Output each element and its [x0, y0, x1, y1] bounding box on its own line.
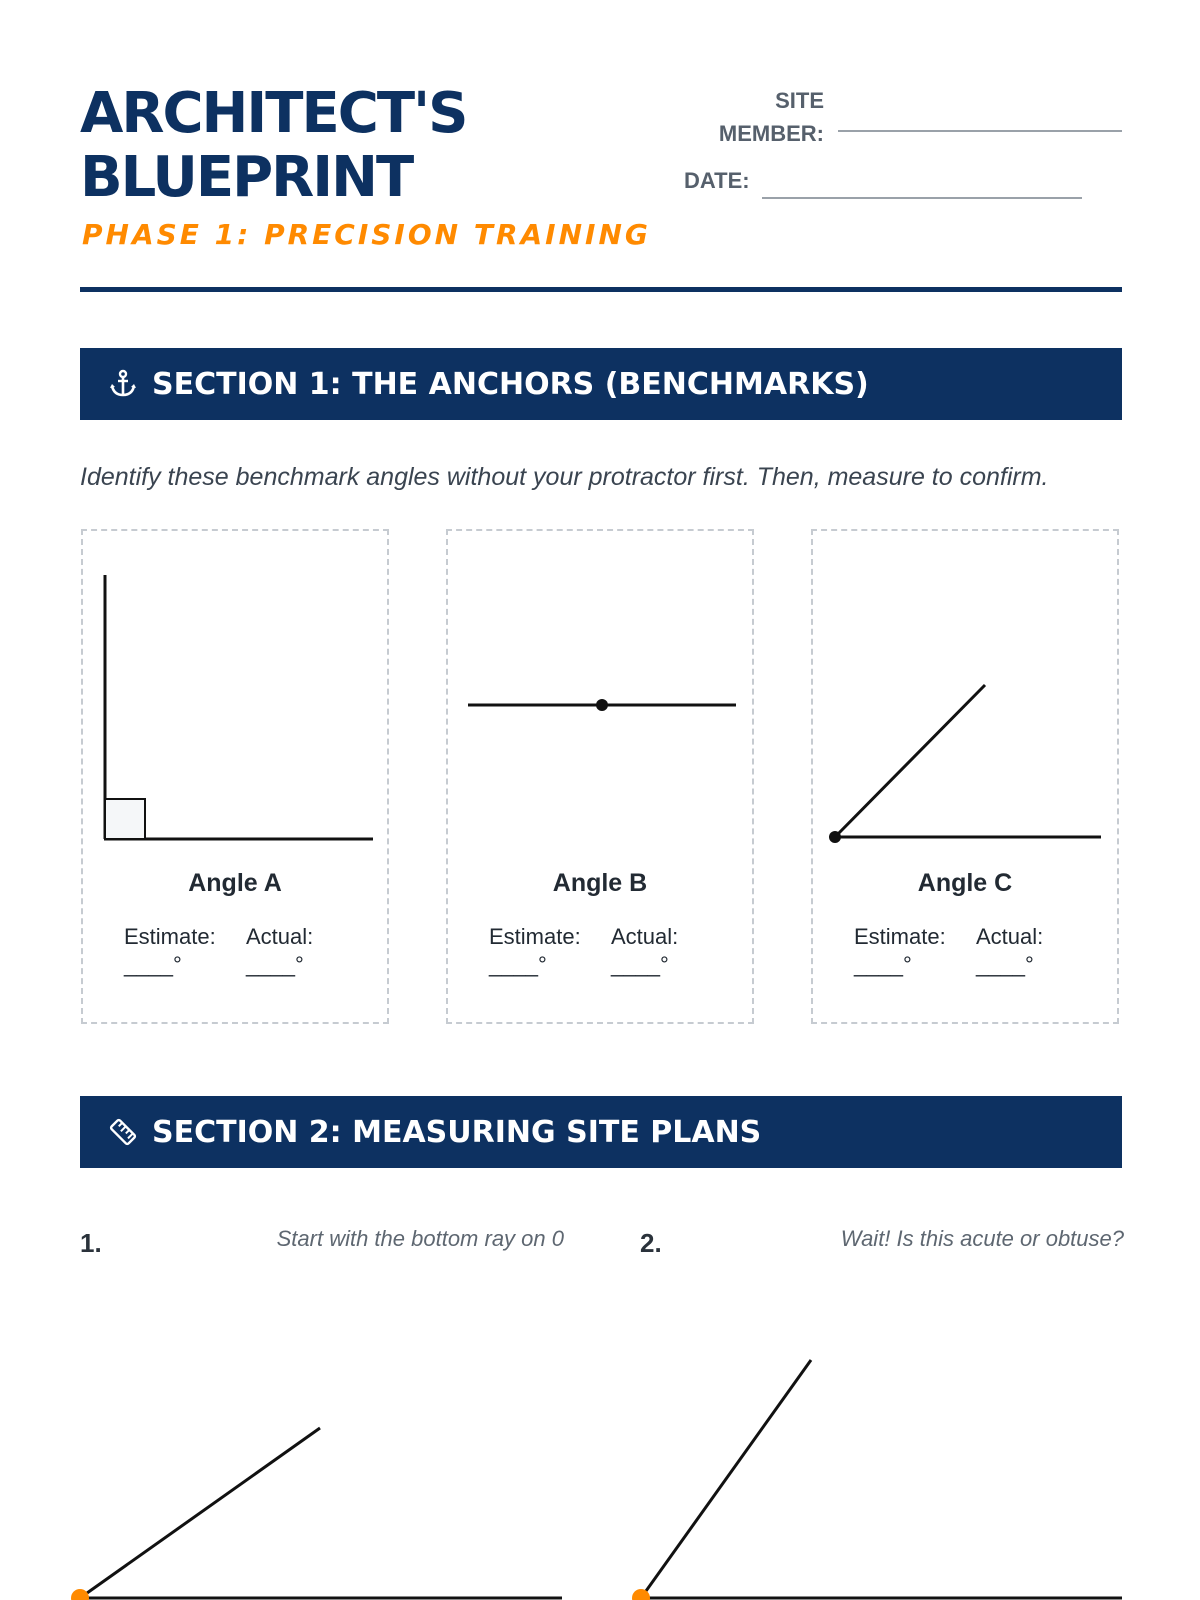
angle-card-c [811, 529, 1119, 1024]
page-subtitle: PHASE 1: PRECISION TRAINING [82, 218, 651, 251]
date-label: DATE: [684, 168, 750, 193]
actual-blank: ____° [976, 952, 1034, 977]
problem-diagrams [0, 1300, 1200, 1600]
site-member-field[interactable] [838, 130, 1122, 132]
angle-c-diagram [813, 531, 1121, 871]
problem-1-vertex [71, 1589, 89, 1600]
actual-blank: ____° [246, 952, 304, 977]
problem-2-hint: Wait! Is this acute or obtuse? [840, 1226, 1124, 1251]
angle-c-estimate[interactable] [854, 923, 946, 979]
actual-label: Actual: [976, 924, 1044, 949]
angle-b-title: Angle B [552, 869, 648, 897]
angle-c-slanted-ray [835, 685, 985, 837]
angle-a-estimate[interactable] [124, 923, 216, 979]
actual-blank: ____° [611, 952, 669, 977]
problem-1-number: 1. [80, 1228, 102, 1258]
estimate-blank: ____° [489, 952, 547, 977]
section-1-title: SECTION 1: THE ANCHORS (BENCHMARKS) [152, 366, 869, 402]
angle-b-diagram [448, 531, 756, 871]
site-member-label-line-1: SITE [775, 88, 824, 113]
title-line-2: BLUEPRINT [80, 145, 413, 210]
estimate-blank: ____° [854, 952, 912, 977]
actual-label: Actual: [246, 924, 314, 949]
title-line-1: ARCHITECT'S [80, 81, 467, 146]
estimate-label: Estimate: [124, 924, 216, 949]
angle-b-estimate[interactable] [489, 923, 581, 979]
angle-c-vertex [829, 831, 841, 843]
site-member-label [680, 84, 824, 150]
angle-card-b [446, 529, 754, 1024]
section-2-title: SECTION 2: MEASURING SITE PLANS [152, 1114, 762, 1150]
angle-b-vertex [596, 699, 608, 711]
estimate-label: Estimate: [854, 924, 946, 949]
ruler-icon [106, 1115, 140, 1149]
angle-card-a [81, 529, 389, 1024]
date-field[interactable] [762, 197, 1082, 199]
page-title [80, 82, 467, 210]
estimate-blank: ____° [124, 952, 182, 977]
section-2-header [80, 1096, 1122, 1168]
problem-1-hint: Start with the bottom ray on 0 [276, 1226, 564, 1251]
angle-b-actual[interactable] [611, 923, 678, 979]
problem-2-slanted-ray [641, 1360, 811, 1598]
site-member-label-line-2: MEMBER: [718, 121, 824, 146]
angle-c-title: Angle C [917, 869, 1013, 897]
estimate-label: Estimate: [489, 924, 581, 949]
right-angle-marker [105, 799, 145, 839]
problem-2-number: 2. [640, 1228, 662, 1258]
actual-label: Actual: [611, 924, 679, 949]
section-1-header [80, 348, 1122, 420]
angle-a-title: Angle A [188, 869, 282, 897]
anchor-icon [106, 367, 140, 401]
angle-c-actual[interactable] [976, 923, 1043, 979]
section-1-instruction: Identify these benchmark angles without your protractor first. Then, measure to confirm. [80, 463, 1049, 491]
problem-1-slanted-ray [80, 1428, 320, 1598]
angle-a-diagram [83, 531, 391, 871]
angle-a-actual[interactable] [246, 923, 313, 979]
header-divider [80, 287, 1122, 292]
